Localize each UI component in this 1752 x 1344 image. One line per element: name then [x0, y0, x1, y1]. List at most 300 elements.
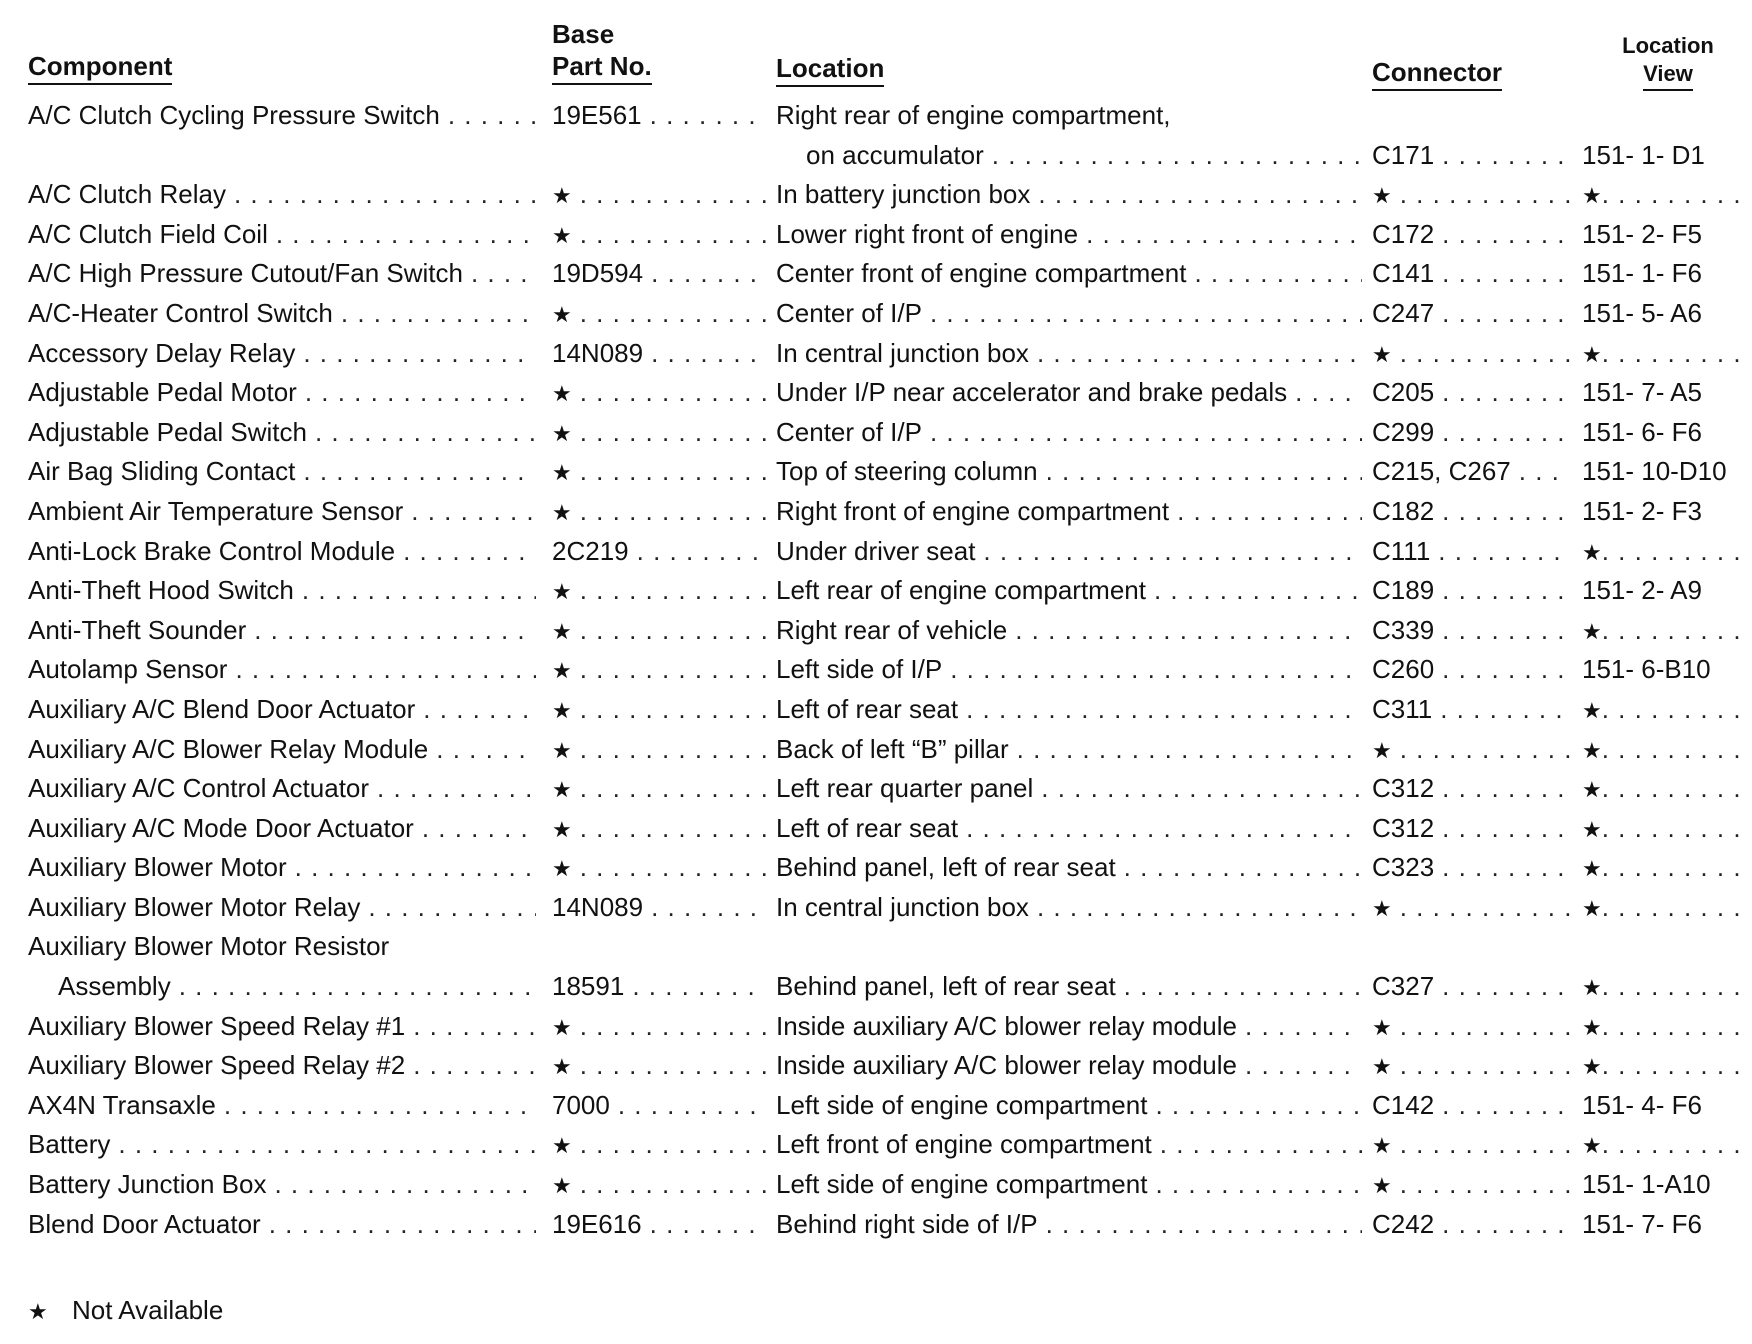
dot-leader [1442, 769, 1570, 809]
cell-base-part-no-text: 14N089 [552, 337, 644, 368]
cell-connector [1372, 967, 1570, 1007]
dot-leader [1245, 1007, 1362, 1047]
dot-leader [580, 690, 766, 730]
dot-leader [1160, 1125, 1362, 1165]
cell-location-text: Back of left “B” pillar [776, 733, 1009, 764]
cell-component-text: Accessory Delay Relay [28, 337, 296, 368]
dot-leader [341, 294, 536, 334]
header-location-label: Location [776, 52, 884, 87]
cell-connector [1372, 413, 1570, 453]
dot-leader [1442, 492, 1570, 532]
cell-location-view [1582, 452, 1740, 492]
cell-base-part-no [552, 769, 766, 810]
dot-leader [368, 888, 536, 928]
cell-base-part-no [552, 1046, 766, 1087]
dot-leader [303, 334, 536, 374]
dot-leader [580, 809, 766, 849]
cell-location-text: Under driver seat [776, 535, 976, 566]
cell-location-text: Left side of engine compartment [776, 1169, 1148, 1200]
dot-leader [580, 1125, 766, 1165]
cell-location [776, 1205, 1362, 1245]
cell-location-view-text: 151- 5- A6 [1582, 297, 1702, 328]
star-icon: ★ [1582, 737, 1602, 763]
dot-leader [1602, 690, 1740, 730]
dot-leader [1038, 175, 1362, 215]
cell-location-text: Behind panel, left of rear seat [776, 852, 1116, 883]
table-row [0, 611, 1752, 651]
dot-leader [580, 571, 766, 611]
cell-location-text: Center of I/P [776, 416, 922, 447]
cell-location-text: Under I/P near accelerator and brake pedals [776, 377, 1288, 408]
header-location-view-line2: View [1643, 60, 1693, 91]
cell-base-part-no [552, 532, 766, 572]
cell-base-part-no [552, 1205, 766, 1245]
table-row [0, 571, 1752, 611]
dot-leader [1442, 136, 1570, 176]
table-row [0, 1165, 1752, 1205]
star-icon: ★ [1372, 1014, 1392, 1040]
star-icon: ★ [552, 737, 572, 763]
dot-leader [651, 888, 766, 928]
dot-leader [1602, 175, 1740, 215]
dot-leader [966, 809, 1362, 849]
star-icon: ★ [1372, 737, 1392, 763]
header-connector-label: Connector [1372, 56, 1502, 91]
dot-leader [274, 1165, 536, 1205]
star-icon: ★ [552, 816, 572, 842]
cell-component [28, 254, 536, 294]
cell-component-text: Auxiliary Blower Motor Resistor [28, 931, 390, 962]
table-row [0, 888, 1752, 928]
cell-location [776, 492, 1362, 532]
dot-leader [448, 96, 536, 136]
dot-leader [632, 967, 766, 1007]
table-row [0, 1086, 1752, 1126]
dot-leader [580, 413, 766, 453]
cell-component [28, 294, 536, 334]
dot-leader [580, 611, 766, 651]
cell-component-text: Auxiliary A/C Control Actuator [28, 773, 370, 804]
cell-connector [1372, 690, 1570, 730]
dot-leader [580, 1046, 766, 1086]
table-row [0, 215, 1752, 255]
table-row [0, 254, 1752, 294]
dot-leader [1086, 215, 1362, 255]
dot-leader [950, 650, 1362, 690]
table-row [0, 373, 1752, 413]
cell-location-view [1582, 769, 1740, 810]
cell-location-view [1582, 215, 1740, 255]
cell-location-text: on accumulator [806, 139, 984, 170]
dot-leader [411, 492, 536, 532]
table-row [0, 927, 1752, 967]
cell-location-text: Left side of engine compartment [776, 1089, 1148, 1120]
star-icon: ★ [1582, 816, 1602, 842]
cell-location-text: Lower right front of engine [776, 218, 1079, 249]
cell-component [28, 571, 536, 611]
dot-leader [1442, 373, 1570, 413]
star-icon: ★ [552, 1173, 572, 1199]
dot-leader [269, 1205, 536, 1245]
header-component [28, 50, 172, 85]
cell-location-view-text: 151- 2- F5 [1582, 218, 1702, 249]
component-table-body [0, 96, 1752, 1244]
cell-connector-text: C141 [1372, 258, 1435, 289]
dot-leader [305, 373, 536, 413]
cell-connector [1372, 611, 1570, 651]
cell-connector [1372, 650, 1570, 690]
dot-leader [1602, 769, 1740, 809]
cell-component [28, 888, 536, 928]
cell-location-view-text: 151- 7- F6 [1582, 1208, 1702, 1239]
dot-leader [650, 96, 766, 136]
cell-base-part-no [552, 888, 766, 928]
dot-leader [1442, 294, 1570, 334]
dot-leader [1400, 730, 1570, 770]
dot-leader [1400, 175, 1570, 215]
cell-component [28, 650, 536, 690]
dot-leader [1519, 452, 1570, 492]
cell-component [28, 1205, 536, 1245]
cell-component [28, 1125, 536, 1165]
cell-location-view [1582, 334, 1740, 375]
cell-location-view [1582, 611, 1740, 652]
cell-connector [1372, 334, 1570, 375]
cell-base-part-no [552, 690, 766, 731]
cell-connector-text: C142 [1372, 1089, 1435, 1120]
cell-component [28, 769, 536, 809]
cell-base-part-no-text: 18591 [552, 971, 625, 1002]
star-icon: ★ [1372, 1173, 1392, 1199]
cell-connector-text: C247 [1372, 297, 1435, 328]
cell-location-view [1582, 1205, 1740, 1245]
star-icon: ★ [1582, 539, 1602, 565]
cell-location [776, 888, 1362, 928]
dot-leader [1442, 413, 1570, 453]
cell-location [776, 136, 1362, 176]
cell-connector [1372, 373, 1570, 413]
cell-connector [1372, 215, 1570, 255]
dot-leader [1400, 1046, 1570, 1086]
cell-location [776, 769, 1362, 809]
table-row [0, 809, 1752, 849]
cell-location-view [1582, 650, 1740, 690]
cell-location [776, 334, 1362, 374]
dot-leader [403, 532, 536, 572]
dot-leader [422, 809, 536, 849]
table-row [0, 730, 1752, 770]
cell-component-text: Battery Junction Box [28, 1169, 267, 1200]
cell-location-view-text: 151- 2- F3 [1582, 495, 1702, 526]
dot-leader [1177, 492, 1362, 532]
cell-connector [1372, 809, 1570, 849]
table-row [0, 1007, 1752, 1047]
cell-component-text: Blend Door Actuator [28, 1208, 261, 1239]
cell-location-view [1582, 532, 1740, 573]
cell-base-part-no [552, 254, 766, 294]
cell-connector-text: C311 [1372, 693, 1433, 724]
cell-location-view [1582, 492, 1740, 532]
dot-leader [580, 730, 766, 770]
cell-base-part-no-text: 14N089 [552, 891, 644, 922]
dot-leader [618, 1086, 766, 1126]
header-location-view [1598, 32, 1738, 91]
cell-base-part-no-text: 19D594 [552, 258, 644, 289]
dot-leader [1602, 532, 1740, 572]
cell-location-view [1582, 809, 1740, 850]
dot-leader [1442, 967, 1570, 1007]
cell-connector [1372, 294, 1570, 334]
cell-connector-text: C327 [1372, 971, 1435, 1002]
cell-component-text: Adjustable Pedal Switch [28, 416, 307, 447]
table-header [0, 0, 1752, 100]
cell-location-view [1582, 373, 1740, 413]
cell-location [776, 96, 1362, 136]
star-icon: ★ [1582, 1014, 1602, 1040]
cell-connector [1372, 1125, 1570, 1166]
table-row [0, 175, 1752, 215]
star-icon: ★ [552, 381, 572, 407]
dot-leader [377, 769, 536, 809]
cell-location-view-text: 151- 6- F6 [1582, 416, 1702, 447]
cell-base-part-no [552, 175, 766, 216]
star-icon: ★ [1372, 341, 1392, 367]
cell-base-part-no-text: 19E561 [552, 100, 642, 130]
cell-connector-text: C312 [1372, 773, 1435, 804]
dot-leader [930, 413, 1362, 453]
cell-connector-text: C182 [1372, 495, 1435, 526]
dot-leader [580, 1007, 766, 1047]
cell-location-view [1582, 254, 1740, 294]
table-row [0, 967, 1752, 1007]
cell-component [28, 413, 536, 453]
cell-component-text: Auxiliary Blower Motor [28, 852, 287, 883]
cell-base-part-no-text: 19E616 [552, 1208, 642, 1239]
dot-leader [580, 373, 766, 413]
cell-connector [1372, 571, 1570, 611]
dot-leader [1155, 1086, 1362, 1126]
dot-leader [1602, 809, 1740, 849]
cell-connector-text: C189 [1372, 575, 1435, 606]
star-icon: ★ [1372, 895, 1392, 921]
cell-location [776, 175, 1362, 215]
cell-component-text: Auxiliary A/C Mode Door Actuator [28, 812, 414, 843]
dot-leader [1295, 373, 1362, 413]
cell-component-text: A/C High Pressure Cutout/Fan Switch [28, 258, 463, 289]
cell-location [776, 611, 1362, 651]
cell-location [776, 1165, 1362, 1205]
cell-location [776, 1046, 1362, 1086]
dot-leader [254, 611, 536, 651]
star-icon: ★ [552, 460, 572, 486]
cell-base-part-no [552, 571, 766, 612]
cell-component-text: AX4N Transaxle [28, 1089, 216, 1120]
cell-location-text: Left of rear seat [776, 812, 959, 843]
cell-location [776, 254, 1362, 294]
table-row [0, 848, 1752, 888]
cell-component [28, 175, 536, 215]
cell-connector [1372, 888, 1570, 929]
cell-component [28, 334, 536, 374]
cell-connector [1372, 1086, 1570, 1126]
cell-location-view [1582, 1046, 1740, 1087]
cell-base-part-no [552, 1086, 766, 1126]
cell-connector-text: C205 [1372, 377, 1435, 408]
header-base-part-no [552, 18, 652, 85]
dot-leader [1602, 1125, 1740, 1165]
dot-leader [1400, 1165, 1570, 1205]
cell-location-text: Left rear quarter panel [776, 773, 1034, 804]
dot-leader [580, 294, 766, 334]
dot-leader [1442, 650, 1570, 690]
cell-component-text: Auxiliary A/C Blend Door Actuator [28, 693, 416, 724]
cell-base-part-no [552, 492, 766, 533]
dot-leader [1037, 334, 1362, 374]
table-row [0, 136, 1752, 176]
table-row [0, 96, 1752, 136]
cell-connector [1372, 1046, 1570, 1087]
star-icon: ★ [552, 499, 572, 525]
cell-connector [1372, 1007, 1570, 1048]
cell-location-text: Top of steering column [776, 456, 1038, 487]
star-icon: ★ [1582, 895, 1602, 921]
dot-leader [471, 254, 536, 294]
cell-connector [1372, 136, 1570, 176]
dot-leader [580, 215, 766, 255]
cell-location [776, 848, 1362, 888]
table-row [0, 1046, 1752, 1086]
header-component-label: Component [28, 50, 172, 85]
dot-leader [295, 848, 536, 888]
dot-leader [580, 1165, 766, 1205]
cell-component [28, 492, 536, 532]
cell-location-view [1582, 888, 1740, 929]
star-icon: ★ [1372, 1054, 1392, 1080]
cell-location-view [1582, 413, 1740, 453]
cell-component-text: A/C Clutch Cycling Pressure Switch [28, 100, 440, 130]
dot-leader [1046, 452, 1362, 492]
cell-connector-text: C299 [1372, 416, 1435, 447]
dot-leader [1400, 334, 1570, 374]
cell-base-part-no [552, 809, 766, 850]
dot-leader [1046, 1205, 1362, 1245]
star-icon: ★ [552, 420, 572, 446]
dot-leader [1194, 254, 1362, 294]
dot-leader [413, 1046, 536, 1086]
cell-component-text: Auxiliary Blower Motor Relay [28, 891, 361, 922]
cell-location-text: In battery junction box [776, 179, 1031, 210]
star-icon: ★ [1582, 1054, 1602, 1080]
cell-component [28, 611, 536, 651]
cell-location-view [1582, 571, 1740, 611]
table-row [0, 413, 1752, 453]
cell-connector [1372, 175, 1570, 216]
star-icon: ★ [1582, 618, 1602, 644]
cell-location-text: Right front of engine compartment [776, 495, 1170, 526]
table-row [0, 294, 1752, 334]
dot-leader [423, 690, 536, 730]
dot-leader [1602, 967, 1740, 1007]
cell-location-text: Inside auxiliary A/C blower relay module [776, 1050, 1237, 1081]
cell-location [776, 1007, 1362, 1047]
cell-location-text: Right rear of vehicle [776, 614, 1008, 645]
cell-component-text: Adjustable Pedal Motor [28, 377, 297, 408]
cell-connector [1372, 1165, 1570, 1206]
star-icon: ★ [1582, 856, 1602, 882]
table-row [0, 334, 1752, 374]
cell-base-part-no [552, 650, 766, 691]
cell-component-text: Auxiliary Blower Speed Relay #2 [28, 1050, 406, 1081]
table-row [0, 690, 1752, 730]
star-icon: ★ [1582, 341, 1602, 367]
cell-location-view [1582, 136, 1740, 176]
cell-location-view-text: 151- 10-D10 [1582, 456, 1727, 487]
star-icon: ★ [552, 658, 572, 684]
dot-leader [1602, 334, 1740, 374]
cell-location [776, 730, 1362, 770]
cell-connector [1372, 848, 1570, 888]
cell-location [776, 215, 1362, 255]
cell-location-view [1582, 730, 1740, 771]
cell-location-view-text: 151- 1-A10 [1582, 1169, 1711, 1200]
cell-location-text: Behind right side of I/P [776, 1208, 1038, 1239]
star-icon: ★ [552, 618, 572, 644]
cell-component [28, 809, 536, 849]
dot-leader [966, 690, 1362, 730]
cell-component-text: A/C-Heater Control Switch [28, 297, 333, 328]
dot-leader [1438, 532, 1570, 572]
cell-connector-text: C111 [1372, 535, 1431, 566]
dot-leader [1602, 611, 1740, 651]
header-location-view-line1: Location [1622, 33, 1714, 58]
dot-leader [1442, 1086, 1570, 1126]
cell-location-view [1582, 294, 1740, 334]
cell-connector [1372, 730, 1570, 771]
cell-location [776, 571, 1362, 611]
cell-base-part-no [552, 1125, 766, 1166]
table-row [0, 532, 1752, 572]
cell-location [776, 967, 1362, 1007]
dot-leader [1017, 730, 1362, 770]
cell-location [776, 809, 1362, 849]
dot-leader [1442, 215, 1570, 255]
cell-location [776, 294, 1362, 334]
dot-leader [992, 136, 1362, 176]
cell-component-text: Anti-Theft Sounder [28, 614, 247, 645]
dot-leader [276, 215, 536, 255]
cell-base-part-no [552, 452, 766, 493]
cell-component-text: Anti-Lock Brake Control Module [28, 535, 396, 566]
cell-component-text: Anti-Theft Hood Switch [28, 575, 294, 606]
star-icon: ★ [28, 1299, 48, 1324]
cell-location-view [1582, 1125, 1740, 1166]
cell-connector [1372, 769, 1570, 809]
cell-component-text: Battery [28, 1129, 111, 1160]
cell-location-text: Left of rear seat [776, 693, 959, 724]
star-icon: ★ [1372, 1133, 1392, 1159]
header-location [776, 52, 884, 87]
cell-component [28, 1086, 536, 1126]
dot-leader [1602, 1046, 1740, 1086]
dot-leader [413, 1007, 536, 1047]
dot-leader [315, 413, 536, 453]
cell-location-view [1582, 848, 1740, 889]
cell-connector-text: C312 [1372, 812, 1435, 843]
cell-connector-text: C215, C267 [1372, 456, 1511, 487]
cell-component [28, 848, 536, 888]
star-icon: ★ [1582, 975, 1602, 1001]
cell-base-part-no [552, 611, 766, 652]
